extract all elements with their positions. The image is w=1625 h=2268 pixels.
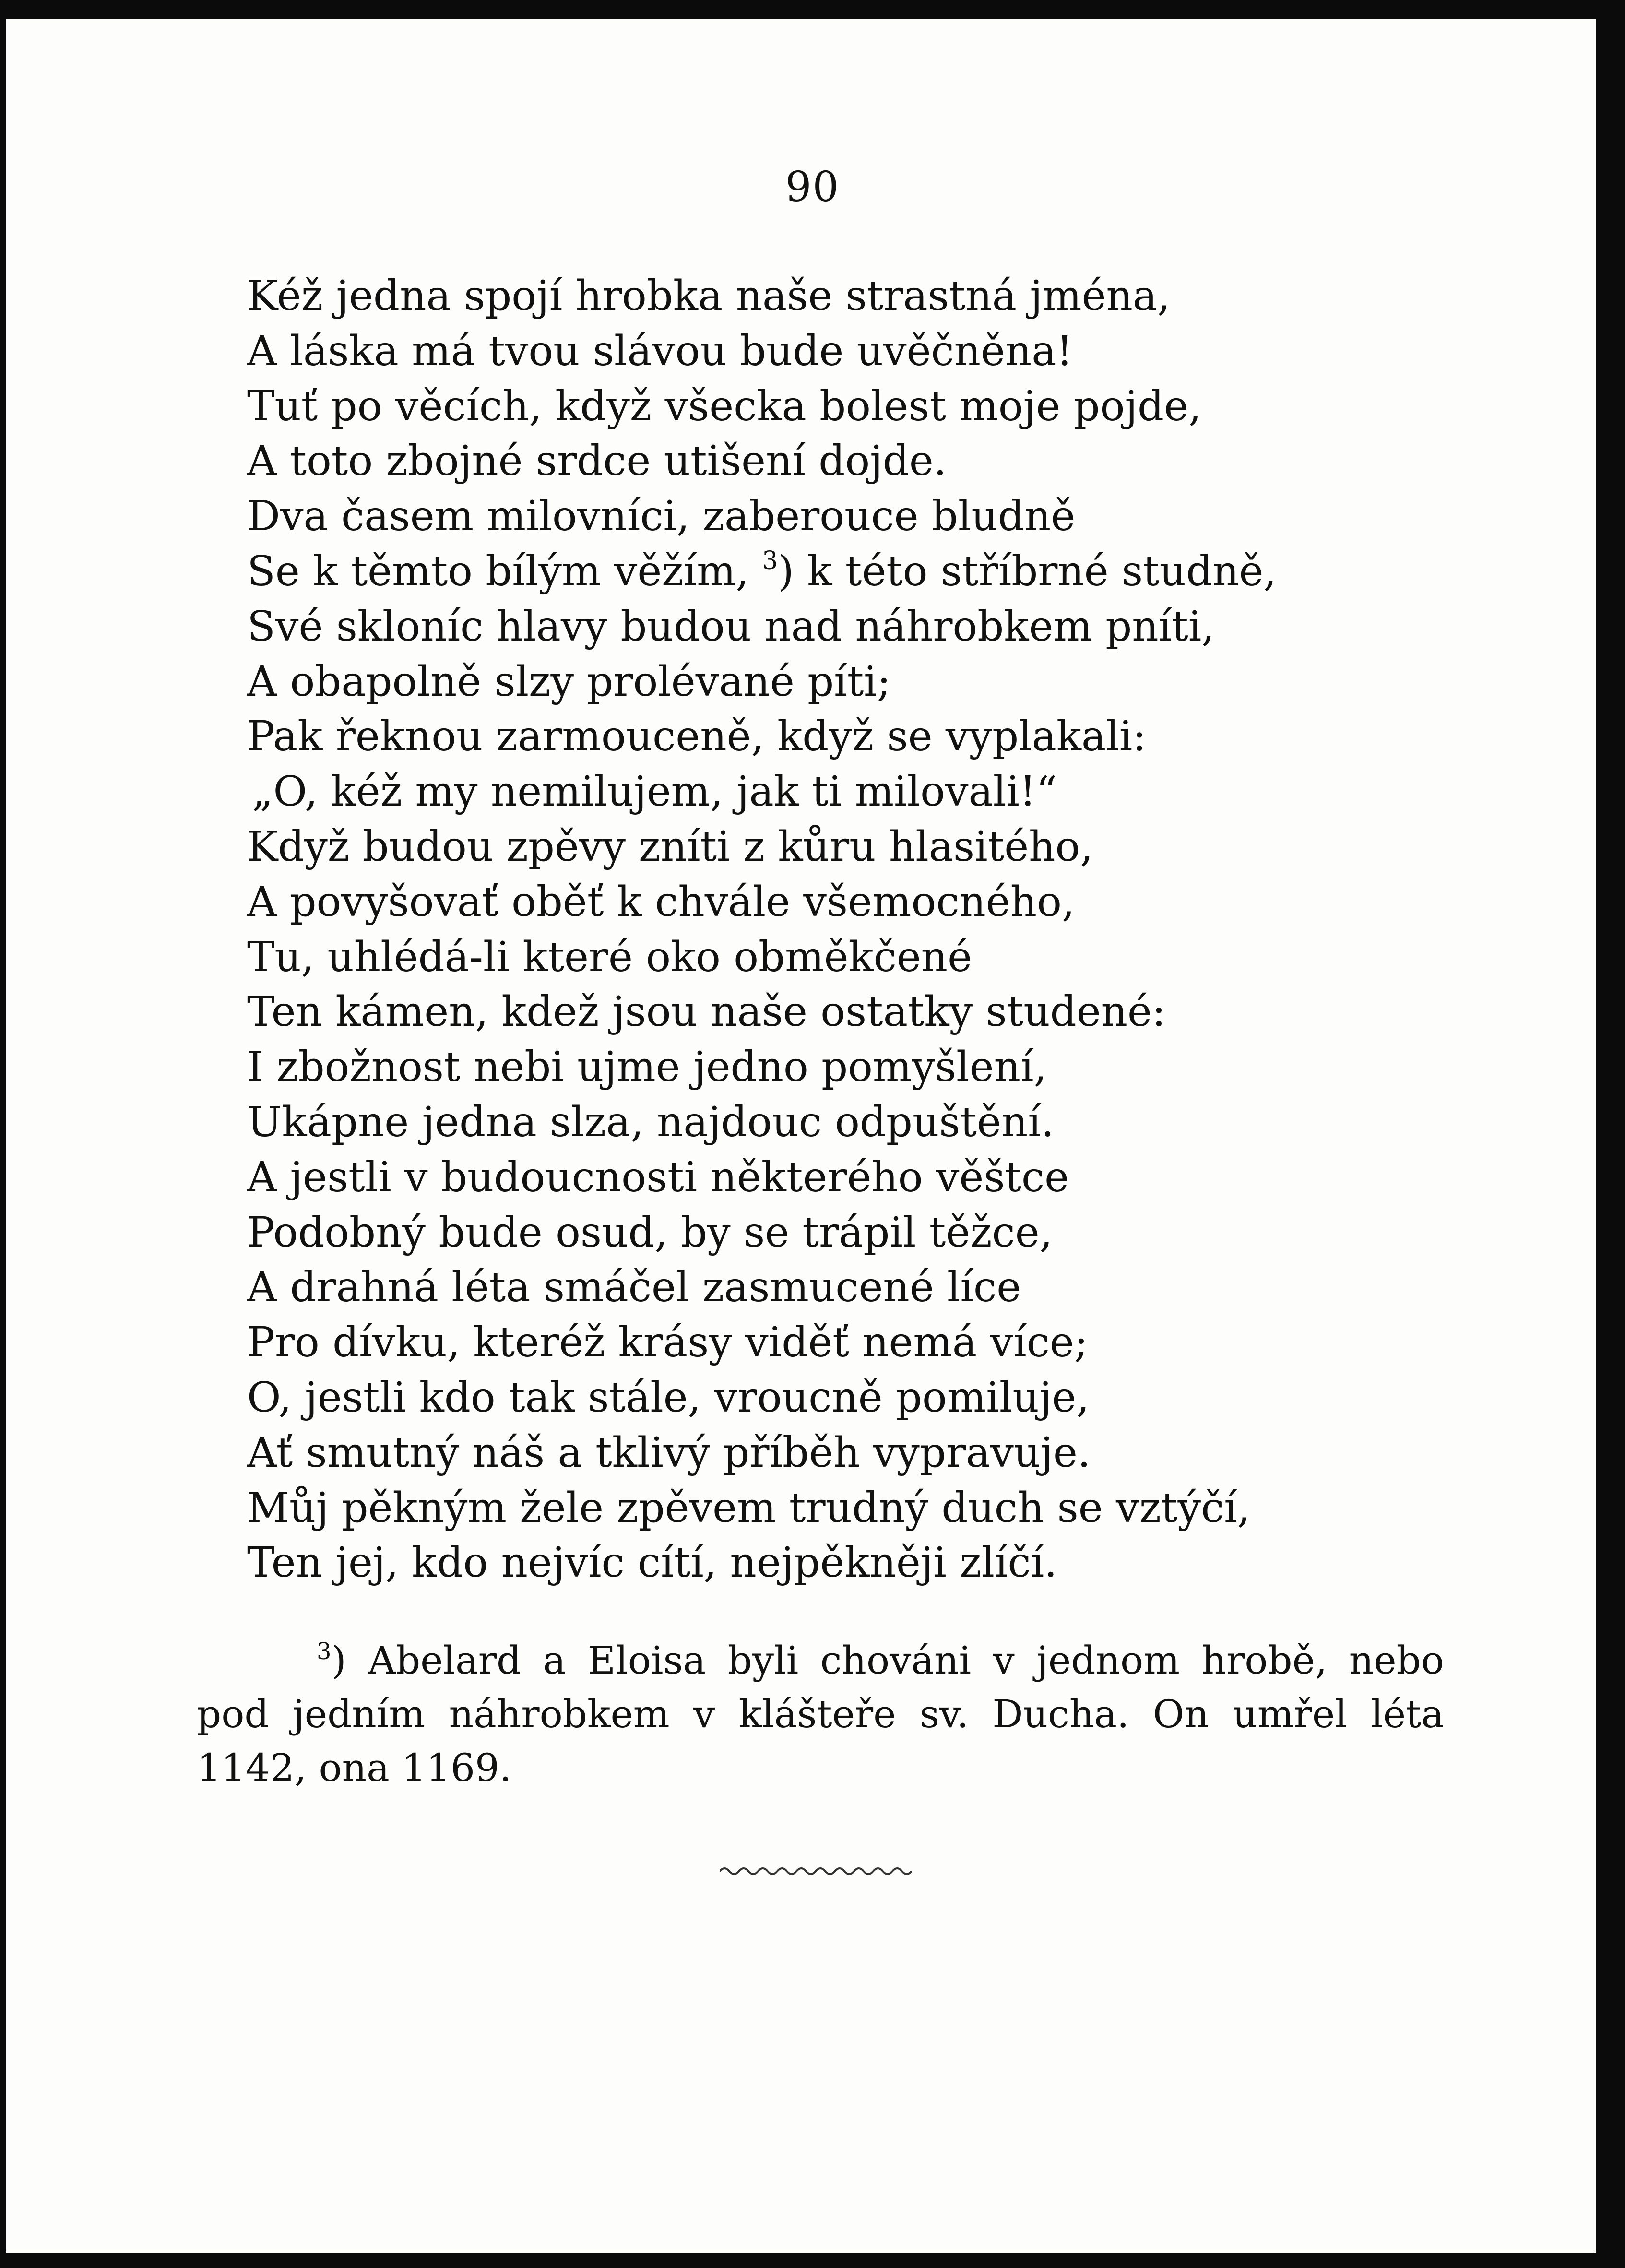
footnote-reference[interactable]: 3 bbox=[762, 546, 778, 575]
poem-line-8: A obapolně slzy prolévané píti; bbox=[247, 657, 891, 706]
footnote-line-3: 1142, ona 1169. bbox=[197, 1746, 512, 1790]
poem bbox=[247, 269, 1437, 1591]
poem-line-24: Ten jej, kdo nejvíc cítí, nejpěkněji zlíčí. bbox=[247, 1539, 1057, 1587]
poem-line-5: Dva časem milovníci, zaberouce bludně bbox=[247, 492, 1076, 541]
poem-line-13: Tu, uhlédá-li které oko obměkčené bbox=[247, 933, 972, 981]
poem-line-23: Můj pěkným žele zpěvem trudný duch se vztýčí, bbox=[247, 1484, 1251, 1532]
poem-line-3: Tuť po věcích, když všecka bolest moje pojde, bbox=[247, 382, 1202, 430]
poem-line-17: A jestli v budoucnosti některého věštce bbox=[247, 1153, 1069, 1201]
wavy-rule-ornament bbox=[720, 1862, 912, 1881]
poem-line-19: A drahná léta smáčel zasmucené líce bbox=[247, 1263, 1021, 1312]
poem-line-11: Když budou zpěvy zníti z kůru hlasitého, bbox=[247, 822, 1093, 871]
poem-line-2: A láska má tvou slávou bude uvěčněna! bbox=[247, 327, 1073, 375]
poem-line-20: Pro dívku, kteréž krásy viděť nemá více; bbox=[247, 1318, 1088, 1367]
poem-line-21: O, jestli kdo tak stále, vroucně pomiluje, bbox=[247, 1373, 1090, 1422]
footnote-reference-paren: ) bbox=[778, 547, 794, 595]
poem-line-16: Ukápne jedna slza, najdouc odpuštění. bbox=[247, 1098, 1055, 1146]
poem-line-12: A povyšovať oběť k chvále všemocného, bbox=[247, 878, 1075, 926]
footnote-line-2: pod jedním náhrobkem v klášteře sv. Ducha. On umřel léta bbox=[197, 1692, 1444, 1736]
footnote bbox=[197, 1634, 1444, 1795]
poem-line-6-end: k této stříbrné studně, bbox=[794, 547, 1277, 595]
footnote-line-1 bbox=[197, 1634, 1444, 1687]
footnote-mark-paren: ) bbox=[331, 1638, 346, 1683]
footnote-line-1-text: Abelard a Eloisa byli chováni v jednom hrobě, nebo bbox=[346, 1638, 1444, 1683]
poem-line-18: Podobný bude osud, by se trápil těžce, bbox=[247, 1208, 1053, 1257]
poem-line-22: Ať smutný náš a tklivý příběh vypravuje. bbox=[247, 1428, 1091, 1477]
poem-line-6 bbox=[247, 544, 1437, 599]
poem-line-14: Ten kámen, kdež jsou naše ostatky studené: bbox=[247, 988, 1166, 1036]
poem-line-9: Pak řeknou zarmouceně, když se vyplakali: bbox=[247, 712, 1147, 761]
footnote-mark: 3 bbox=[317, 1638, 332, 1665]
poem-line-10: „O, kéž my nemilujem, jak ti milovali!“ bbox=[252, 768, 1057, 816]
poem-line-4: A toto zbojné srdce utišení dojde. bbox=[247, 437, 947, 486]
wavy-rule-path bbox=[720, 1868, 912, 1874]
poem-line-15: I zbožnost nebi ujme jedno pomyšlení, bbox=[247, 1043, 1047, 1092]
poem-line-7: Své skloníc hlavy budou nad náhrobkem pníti, bbox=[247, 602, 1215, 651]
poem-line-6-start: Se k těmto bílým věžím, bbox=[247, 547, 749, 595]
poem-line-1: Kéž jedna spojí hrobka naše strastná jména, bbox=[247, 272, 1171, 320]
page-number: 90 bbox=[785, 163, 840, 211]
